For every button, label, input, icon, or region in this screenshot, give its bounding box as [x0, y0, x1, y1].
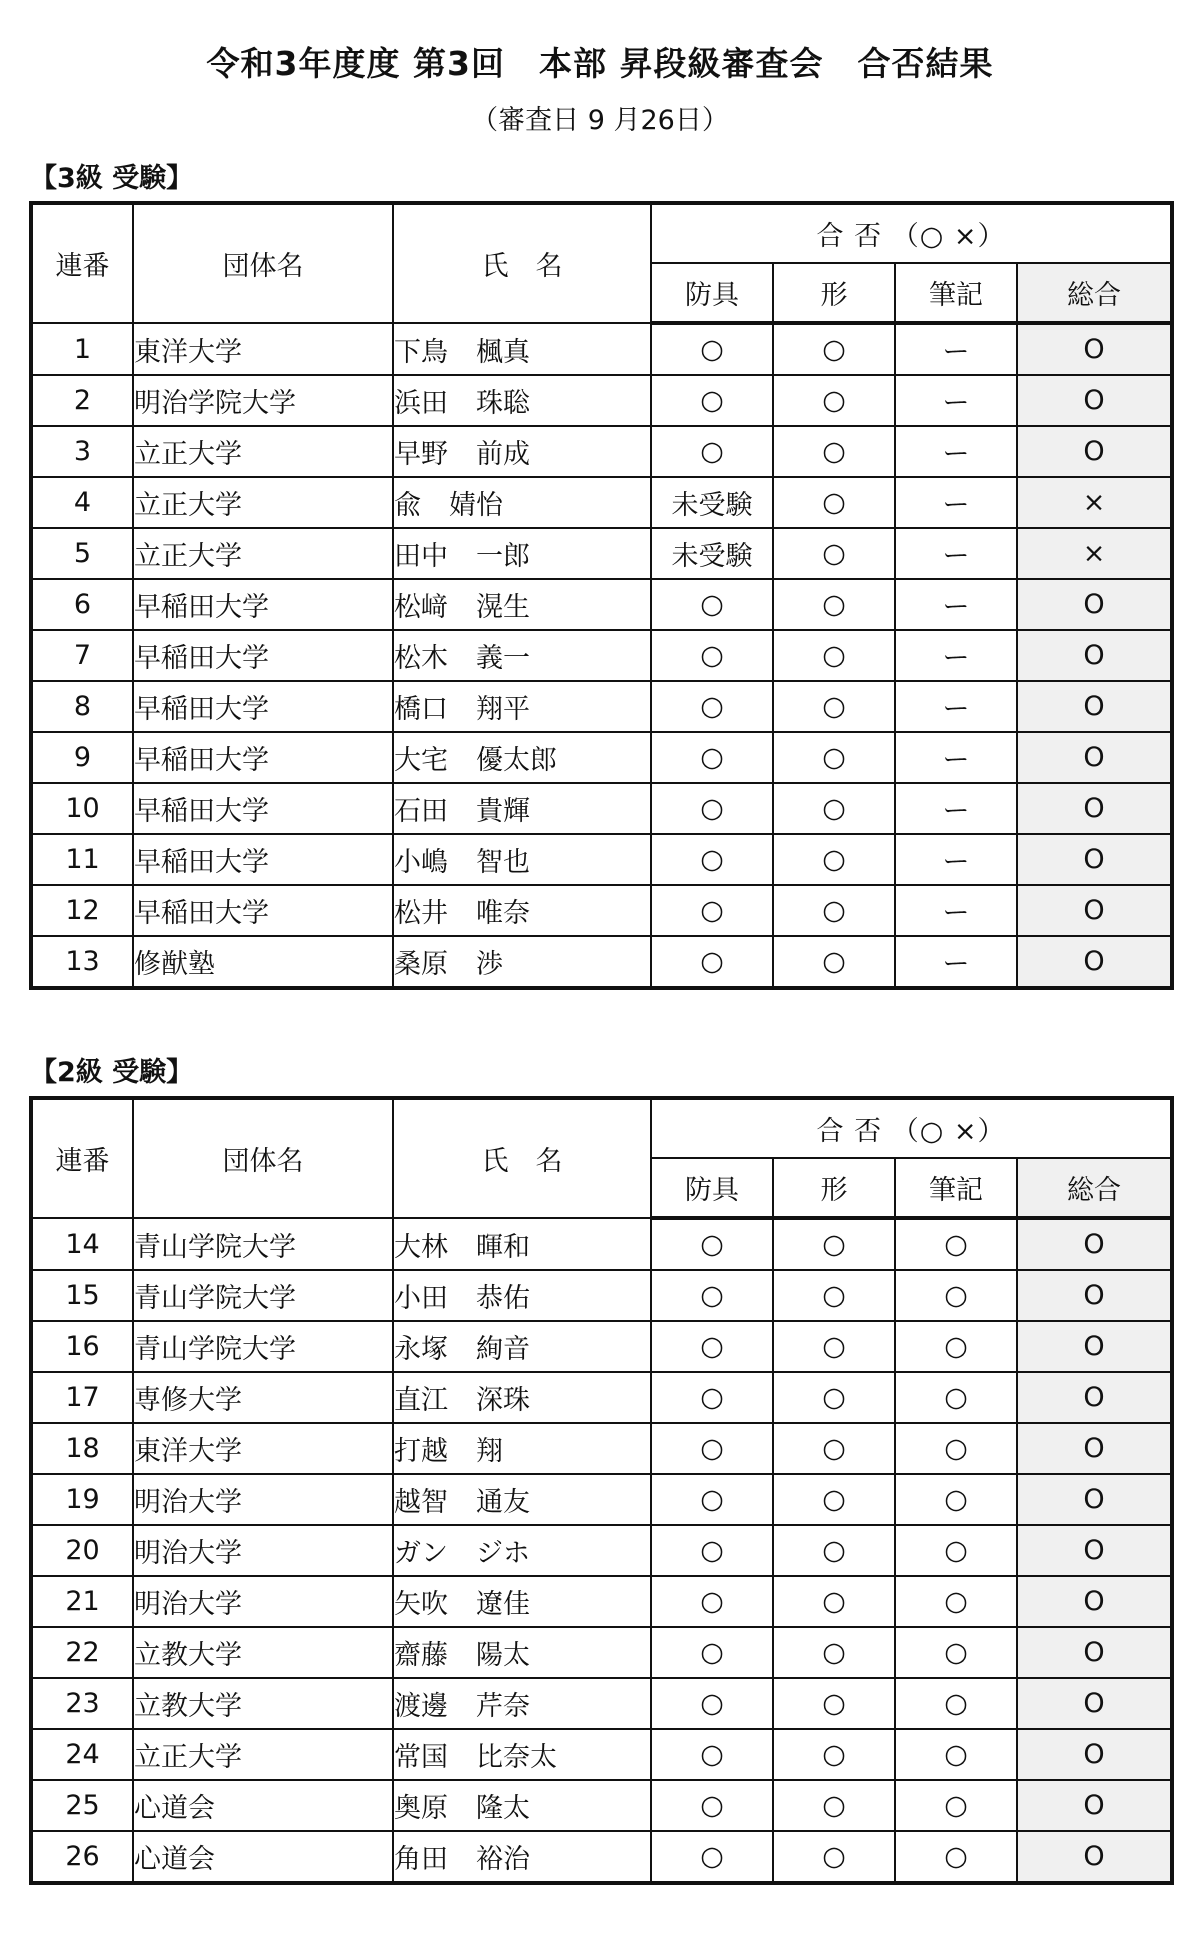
table-body-grade2: [31, 1218, 1172, 1883]
result-bougu: ○: [651, 936, 773, 988]
organization-name: 明治大学: [133, 1525, 393, 1576]
result-sougou: O: [1017, 1218, 1172, 1270]
organization-name: 明治学院大学: [133, 375, 393, 426]
organization-name: 東洋大学: [133, 1423, 393, 1474]
header-seq: 連番: [31, 1098, 133, 1218]
organization-name: 心道会: [133, 1780, 393, 1831]
last-name: 大林: [394, 1231, 448, 1263]
result-bougu: ○: [651, 323, 773, 375]
organization-name: 早稲田大学: [133, 732, 393, 783]
organization-name: 立教大学: [133, 1678, 393, 1729]
result-hikki: ー: [895, 681, 1017, 732]
row-number: 26: [31, 1831, 133, 1883]
organization-name: 早稲田大学: [133, 630, 393, 681]
result-sougou: O: [1017, 885, 1172, 936]
row-number: 3: [31, 426, 133, 477]
last-name: 打越: [394, 1436, 448, 1467]
result-hikki: ○: [895, 1831, 1017, 1883]
first-name: 芹奈: [476, 1691, 530, 1722]
result-bougu: 未受験: [651, 528, 773, 579]
table-row: [31, 732, 1172, 783]
result-sougou: O: [1017, 1678, 1172, 1729]
header-sougou: 総合: [1017, 1158, 1172, 1218]
header-result: 合 否 （○ ×）: [651, 203, 1172, 263]
first-name: 絢音: [476, 1334, 530, 1365]
row-number: 12: [31, 885, 133, 936]
results-table-grade3: [29, 201, 1174, 990]
result-bougu: ○: [651, 732, 773, 783]
result-kata: ○: [773, 1474, 895, 1525]
examinee-name: [393, 528, 651, 579]
result-kata: ○: [773, 1576, 895, 1627]
examinee-name: [393, 426, 651, 477]
row-number: 19: [31, 1474, 133, 1525]
table-row: [31, 885, 1172, 936]
result-hikki: ー: [895, 477, 1017, 528]
row-number: 14: [31, 1218, 133, 1270]
result-kata: ○: [773, 426, 895, 477]
row-number: 24: [31, 1729, 133, 1780]
result-kata: ○: [773, 936, 895, 988]
result-bougu: ○: [651, 1831, 773, 1883]
results-table-grade2: [29, 1096, 1174, 1885]
result-sougou: O: [1017, 1780, 1172, 1831]
result-bougu: ○: [651, 783, 773, 834]
table-row: [31, 579, 1172, 630]
row-number: 1: [31, 323, 133, 375]
examinee-name: [393, 1678, 651, 1729]
result-kata: ○: [773, 834, 895, 885]
table-row: [31, 1474, 1172, 1525]
result-hikki: ー: [895, 885, 1017, 936]
result-hikki: ○: [895, 1321, 1017, 1372]
table-row: [31, 1627, 1172, 1678]
examinee-name: [393, 1474, 651, 1525]
result-sougou: O: [1017, 1270, 1172, 1321]
organization-name: 修猷塾: [133, 936, 393, 988]
result-bougu: ○: [651, 834, 773, 885]
examinee-name: [393, 936, 651, 988]
row-number: 9: [31, 732, 133, 783]
first-name: 比奈太: [476, 1742, 557, 1773]
examinee-name: [393, 1576, 651, 1627]
result-bougu: ○: [651, 1525, 773, 1576]
result-bougu: ○: [651, 579, 773, 630]
organization-name: 青山学院大学: [133, 1218, 393, 1270]
result-kata: ○: [773, 528, 895, 579]
row-number: 23: [31, 1678, 133, 1729]
result-kata: ○: [773, 1525, 895, 1576]
last-name: 直江: [394, 1385, 448, 1416]
result-bougu: ○: [651, 885, 773, 936]
row-number: 8: [31, 681, 133, 732]
result-bougu: ○: [651, 1474, 773, 1525]
organization-name: 早稲田大学: [133, 885, 393, 936]
header-org: 団体名: [133, 203, 393, 323]
table-row: [31, 1729, 1172, 1780]
result-sougou: O: [1017, 1372, 1172, 1423]
result-kata: ○: [773, 885, 895, 936]
last-name: 桑原: [394, 949, 448, 980]
organization-name: 立正大学: [133, 528, 393, 579]
result-kata: ○: [773, 1627, 895, 1678]
result-bougu: ○: [651, 1423, 773, 1474]
last-name: 石田: [394, 796, 448, 827]
examinee-name: [393, 1627, 651, 1678]
result-hikki: ー: [895, 936, 1017, 988]
result-kata: ○: [773, 630, 895, 681]
row-number: 20: [31, 1525, 133, 1576]
result-kata: ○: [773, 1729, 895, 1780]
result-bougu: ○: [651, 1576, 773, 1627]
organization-name: 立正大学: [133, 426, 393, 477]
row-number: 10: [31, 783, 133, 834]
table-row: [31, 1270, 1172, 1321]
last-name: 松井: [394, 898, 448, 929]
result-kata: ○: [773, 732, 895, 783]
result-hikki: ○: [895, 1218, 1017, 1270]
table-row: [31, 426, 1172, 477]
examinee-name: [393, 1831, 651, 1883]
result-bougu: ○: [651, 630, 773, 681]
header-name: 氏 名: [393, 1098, 651, 1218]
result-kata: ○: [773, 1321, 895, 1372]
row-number: 16: [31, 1321, 133, 1372]
examinee-name: [393, 477, 651, 528]
last-name: 松﨑: [394, 592, 448, 623]
result-sougou: O: [1017, 1321, 1172, 1372]
last-name: 永塚: [394, 1334, 448, 1365]
first-name: 渉: [476, 949, 503, 980]
result-sougou: O: [1017, 1729, 1172, 1780]
result-bougu: ○: [651, 1218, 773, 1270]
table-row: [31, 1576, 1172, 1627]
examinee-name: [393, 1780, 651, 1831]
examinee-name: [393, 375, 651, 426]
result-sougou: O: [1017, 1627, 1172, 1678]
examinee-name: [393, 630, 651, 681]
header-hikki: 筆記: [895, 263, 1017, 323]
organization-name: 早稲田大学: [133, 834, 393, 885]
result-sougou: O: [1017, 323, 1172, 375]
result-kata: ○: [773, 783, 895, 834]
result-hikki: ー: [895, 579, 1017, 630]
last-name: 渡邊: [394, 1691, 448, 1722]
organization-name: 心道会: [133, 1831, 393, 1883]
result-hikki: ○: [895, 1372, 1017, 1423]
table-row: [31, 1525, 1172, 1576]
first-name: 通友: [476, 1487, 530, 1518]
row-number: 15: [31, 1270, 133, 1321]
first-name: 恭佑: [476, 1283, 530, 1314]
row-number: 21: [31, 1576, 133, 1627]
row-number: 22: [31, 1627, 133, 1678]
organization-name: 早稲田大学: [133, 783, 393, 834]
result-bougu: 未受験: [651, 477, 773, 528]
examinee-name: [393, 681, 651, 732]
section-label-grade3: 【3級 受験】: [30, 163, 194, 194]
result-kata: ○: [773, 1423, 895, 1474]
result-sougou: O: [1017, 630, 1172, 681]
last-name: 大宅: [394, 745, 448, 776]
document-title: 令和3年度度 第3回 本部 昇段級審査会 合否結果: [206, 44, 994, 83]
result-bougu: ○: [651, 1678, 773, 1729]
header-sougou: 総合: [1017, 263, 1172, 323]
result-bougu: ○: [651, 1729, 773, 1780]
header-name: 氏 名: [393, 203, 651, 323]
result-sougou: O: [1017, 834, 1172, 885]
organization-name: 青山学院大学: [133, 1270, 393, 1321]
table-row: [31, 528, 1172, 579]
first-name: ジホ: [476, 1538, 530, 1569]
first-name: 義一: [476, 643, 530, 674]
result-kata: ○: [773, 1372, 895, 1423]
result-kata: ○: [773, 1678, 895, 1729]
header-result: 合 否 （○ ×）: [651, 1098, 1172, 1158]
result-hikki: ○: [895, 1474, 1017, 1525]
result-kata: ○: [773, 681, 895, 732]
result-hikki: ー: [895, 732, 1017, 783]
table-row: [31, 1321, 1172, 1372]
organization-name: 東洋大学: [133, 323, 393, 375]
row-number: 13: [31, 936, 133, 988]
header-bougu: 防具: [651, 263, 773, 323]
result-sougou: O: [1017, 1474, 1172, 1525]
result-hikki: ○: [895, 1627, 1017, 1678]
result-sougou: ×: [1017, 528, 1172, 579]
header-seq: 連番: [31, 203, 133, 323]
table-row: [31, 1678, 1172, 1729]
table-row: [31, 1780, 1172, 1831]
table-row: [31, 834, 1172, 885]
table-row: [31, 783, 1172, 834]
first-name: 遼佳: [476, 1589, 530, 1620]
first-name: 裕治: [476, 1844, 530, 1875]
result-hikki: ○: [895, 1678, 1017, 1729]
result-hikki: ○: [895, 1780, 1017, 1831]
result-sougou: O: [1017, 783, 1172, 834]
first-name: 珠聡: [476, 388, 530, 419]
result-hikki: ー: [895, 834, 1017, 885]
last-name: 常国: [394, 1742, 448, 1773]
last-name: 齋藤: [394, 1640, 448, 1671]
result-hikki: ○: [895, 1576, 1017, 1627]
result-hikki: ー: [895, 426, 1017, 477]
result-hikki: ー: [895, 528, 1017, 579]
organization-name: 立正大学: [133, 1729, 393, 1780]
last-name: 田中: [394, 541, 448, 572]
result-sougou: O: [1017, 375, 1172, 426]
result-bougu: ○: [651, 1372, 773, 1423]
table-row: [31, 936, 1172, 988]
section-label-grade2: 【2級 受験】: [30, 1057, 194, 1088]
result-hikki: ○: [895, 1729, 1017, 1780]
result-kata: ○: [773, 1831, 895, 1883]
last-name: 橋口: [394, 694, 448, 725]
last-name: 兪: [394, 490, 421, 521]
result-sougou: ×: [1017, 477, 1172, 528]
table-row: [31, 1372, 1172, 1423]
first-name: 滉生: [476, 592, 530, 623]
table-body-grade3: [31, 323, 1172, 988]
examinee-name: [393, 579, 651, 630]
organization-name: 早稲田大学: [133, 681, 393, 732]
organization-name: 立正大学: [133, 477, 393, 528]
result-kata: ○: [773, 477, 895, 528]
exam-date: （審査日 9 月26日）: [471, 105, 729, 136]
row-number: 7: [31, 630, 133, 681]
result-kata: ○: [773, 1780, 895, 1831]
examinee-name: [393, 783, 651, 834]
header-hikki: 筆記: [895, 1158, 1017, 1218]
examinee-name: [393, 323, 651, 375]
examinee-name: [393, 1372, 651, 1423]
result-hikki: ○: [895, 1525, 1017, 1576]
table-row: [31, 630, 1172, 681]
result-kata: ○: [773, 579, 895, 630]
first-name: 前成: [476, 439, 530, 470]
header-org: 団体名: [133, 1098, 393, 1218]
examinee-name: [393, 1321, 651, 1372]
row-number: 11: [31, 834, 133, 885]
result-sougou: O: [1017, 426, 1172, 477]
result-bougu: ○: [651, 1780, 773, 1831]
result-sougou: O: [1017, 732, 1172, 783]
examinee-name: [393, 1270, 651, 1321]
first-name: 暉和: [476, 1231, 530, 1263]
result-kata: ○: [773, 1270, 895, 1321]
result-kata: ○: [773, 323, 895, 375]
result-bougu: ○: [651, 1627, 773, 1678]
row-number: 4: [31, 477, 133, 528]
organization-name: 専修大学: [133, 1372, 393, 1423]
result-sougou: O: [1017, 936, 1172, 988]
last-name: 松木: [394, 643, 448, 674]
organization-name: 青山学院大学: [133, 1321, 393, 1372]
first-name: 深珠: [476, 1385, 530, 1416]
row-number: 17: [31, 1372, 133, 1423]
examinee-name: [393, 1729, 651, 1780]
result-bougu: ○: [651, 426, 773, 477]
result-bougu: ○: [651, 681, 773, 732]
last-name: 小田: [394, 1283, 448, 1314]
result-bougu: ○: [651, 1321, 773, 1372]
first-name: 一郎: [476, 541, 530, 572]
examinee-name: [393, 834, 651, 885]
header-bougu: 防具: [651, 1158, 773, 1218]
examinee-name: [393, 732, 651, 783]
row-number: 2: [31, 375, 133, 426]
first-name: 陽太: [476, 1640, 530, 1671]
first-name: 隆太: [476, 1793, 530, 1824]
table-row: [31, 1218, 1172, 1270]
result-hikki: ー: [895, 375, 1017, 426]
result-kata: ○: [773, 1218, 895, 1270]
last-name: 浜田: [394, 388, 448, 419]
result-hikki: ー: [895, 783, 1017, 834]
first-name: 貴輝: [476, 796, 530, 827]
result-hikki: ○: [895, 1423, 1017, 1474]
first-name: 唯奈: [476, 898, 530, 929]
examinee-name: [393, 1423, 651, 1474]
result-kata: ○: [773, 375, 895, 426]
organization-name: 早稲田大学: [133, 579, 393, 630]
row-number: 25: [31, 1780, 133, 1831]
result-hikki: ー: [895, 323, 1017, 375]
last-name: 早野: [394, 439, 448, 470]
examinee-name: [393, 885, 651, 936]
result-hikki: ー: [895, 630, 1017, 681]
last-name: 奥原: [394, 1793, 448, 1824]
result-hikki: ○: [895, 1270, 1017, 1321]
last-name: 小嶋: [394, 847, 448, 878]
result-sougou: O: [1017, 1525, 1172, 1576]
last-name: ガン: [394, 1538, 448, 1569]
header-kata: 形: [773, 263, 895, 323]
header-kata: 形: [773, 1158, 895, 1218]
first-name: 婧怡: [449, 490, 503, 521]
table-row: [31, 1831, 1172, 1883]
table-row: [31, 1423, 1172, 1474]
result-bougu: ○: [651, 375, 773, 426]
last-name: 矢吹: [394, 1589, 448, 1620]
row-number: 6: [31, 579, 133, 630]
table-row: [31, 477, 1172, 528]
first-name: 楓真: [476, 336, 530, 368]
last-name: 下鳥: [394, 336, 448, 368]
result-sougou: O: [1017, 1576, 1172, 1627]
result-sougou: O: [1017, 579, 1172, 630]
first-name: 翔: [476, 1436, 503, 1467]
result-sougou: O: [1017, 1831, 1172, 1883]
last-name: 越智: [394, 1487, 448, 1518]
result-bougu: ○: [651, 1270, 773, 1321]
result-sougou: O: [1017, 681, 1172, 732]
row-number: 5: [31, 528, 133, 579]
first-name: 翔平: [476, 694, 530, 725]
examinee-name: [393, 1525, 651, 1576]
first-name: 優太郎: [476, 745, 557, 776]
result-sougou: O: [1017, 1423, 1172, 1474]
organization-name: 立教大学: [133, 1627, 393, 1678]
table-row: [31, 323, 1172, 375]
last-name: 角田: [394, 1844, 448, 1875]
examinee-name: [393, 1218, 651, 1270]
table-row: [31, 681, 1172, 732]
row-number: 18: [31, 1423, 133, 1474]
table-row: [31, 375, 1172, 426]
organization-name: 明治大学: [133, 1474, 393, 1525]
organization-name: 明治大学: [133, 1576, 393, 1627]
first-name: 智也: [476, 847, 530, 878]
